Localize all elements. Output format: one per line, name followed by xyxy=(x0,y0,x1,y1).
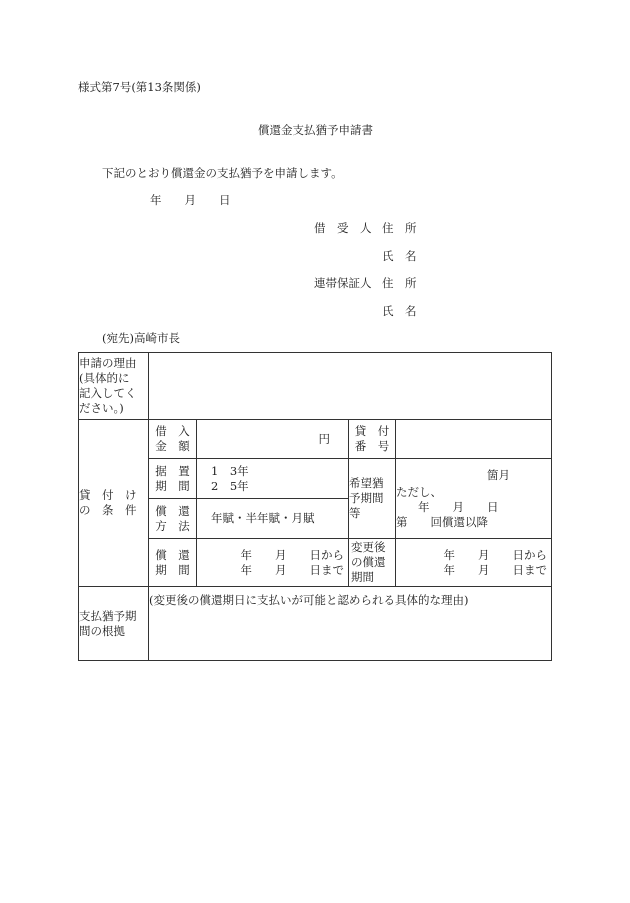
changed-period-input-cell[interactable] xyxy=(396,539,552,587)
requested-date: 年 月 日 xyxy=(418,499,499,514)
repay-method-value[interactable]: 年賦・半年賦・月賦 xyxy=(211,511,315,525)
loan-number-label-line: 番 号 xyxy=(354,439,390,453)
reason-label-line: 申請の理由 xyxy=(79,356,137,370)
repay-period-input-cell[interactable] xyxy=(197,539,349,587)
reason-label-line: ださい。) xyxy=(79,401,124,415)
borrow-amount-label-line: 借 入 xyxy=(155,424,190,438)
requested-period-input-cell[interactable] xyxy=(396,459,552,539)
loan-conditions-label-cell xyxy=(79,420,149,587)
date-line: 年 月 日 xyxy=(150,193,231,207)
requested-proviso: ただし、 xyxy=(396,484,442,499)
borrow-amount-label-cell xyxy=(149,420,197,459)
changed-period-to: 年 月 日まで xyxy=(443,562,547,577)
changed-period-from: 年 月 日から xyxy=(443,547,547,562)
repay-method-label-line: 償 還 xyxy=(155,503,190,518)
reason-label-cell xyxy=(79,353,149,420)
intro-statement: 下記のとおり償還金の支払猶予を申請します。 xyxy=(102,166,343,180)
deferral-options-cell[interactable] xyxy=(197,459,349,499)
requested-period-label-line: 等 xyxy=(349,506,361,520)
repay-method-label-line: 方 法 xyxy=(155,518,190,533)
basis-label-line: 支払猶予期 xyxy=(79,608,137,623)
repay-period-label-line: 償 還 xyxy=(155,547,190,562)
basis-label-cell xyxy=(79,587,149,661)
deferral-label-line: 据 置 xyxy=(155,463,190,478)
changed-period-label-line: の償還 xyxy=(351,555,386,569)
borrower-name-label: 氏 名 xyxy=(382,249,417,263)
addressee: (宛先)高崎市長 xyxy=(102,331,180,345)
changed-period-label-line: 期間 xyxy=(351,570,374,584)
borrower-label: 借 受 人 xyxy=(314,221,372,235)
deferral-option[interactable]: 1 3年 xyxy=(211,463,249,478)
guarantor-label: 連帯保証人 xyxy=(314,276,372,290)
page-title: 償還金支払猶予申請書 xyxy=(258,123,373,137)
requested-months: 箇月 xyxy=(487,467,510,482)
borrow-amount-input-cell[interactable] xyxy=(197,420,349,459)
deferral-label-cell xyxy=(149,459,197,499)
loan-conditions-line: 貸 付 け xyxy=(79,488,137,502)
loan-number-input-cell[interactable] xyxy=(396,420,552,459)
repay-period-label-line: 期 間 xyxy=(155,562,190,577)
reason-input-cell[interactable] xyxy=(149,353,552,420)
deferral-option[interactable]: 2 5年 xyxy=(211,478,249,493)
loan-number-label-cell xyxy=(349,420,396,459)
requested-period-label-line: 予期間 xyxy=(349,491,384,505)
application-table xyxy=(78,352,552,661)
borrower-address-label: 住 所 xyxy=(382,221,417,235)
borrow-amount-label-line: 金 額 xyxy=(155,439,190,453)
repay-period-from: 年 月 日から xyxy=(240,547,344,562)
repay-method-options-cell[interactable] xyxy=(197,499,349,539)
basis-label-line: 間の根拠 xyxy=(79,623,125,638)
form-number: 様式第7号(第13条関係) xyxy=(78,80,201,94)
deferral-label-line: 期 間 xyxy=(155,478,190,493)
requested-period-label-line: 希望猶 xyxy=(349,476,384,490)
reason-label-line: 記入してく xyxy=(79,386,137,400)
changed-period-label-line: 変更後 xyxy=(351,540,386,554)
changed-period-label-cell xyxy=(349,539,396,587)
guarantor-name-label: 氏 名 xyxy=(382,304,417,318)
repay-period-label-cell xyxy=(149,539,197,587)
amount-unit: 円 xyxy=(318,431,330,446)
loan-number-label-line: 貸 付 xyxy=(354,424,390,438)
guarantor-address-label: 住 所 xyxy=(382,276,417,290)
requested-period-label-cell xyxy=(349,459,396,539)
repay-method-label-cell xyxy=(149,499,197,539)
basis-input-cell[interactable] xyxy=(149,587,552,661)
loan-conditions-line: の 条 件 xyxy=(79,503,137,517)
requested-installment: 第 回償還以降 xyxy=(396,514,488,529)
reason-label-line: (具体的に xyxy=(79,371,130,385)
repay-period-to: 年 月 日まで xyxy=(240,562,344,577)
basis-note: (変更後の償還期日に支払いが可能と認められる具体的な理由) xyxy=(149,593,469,607)
